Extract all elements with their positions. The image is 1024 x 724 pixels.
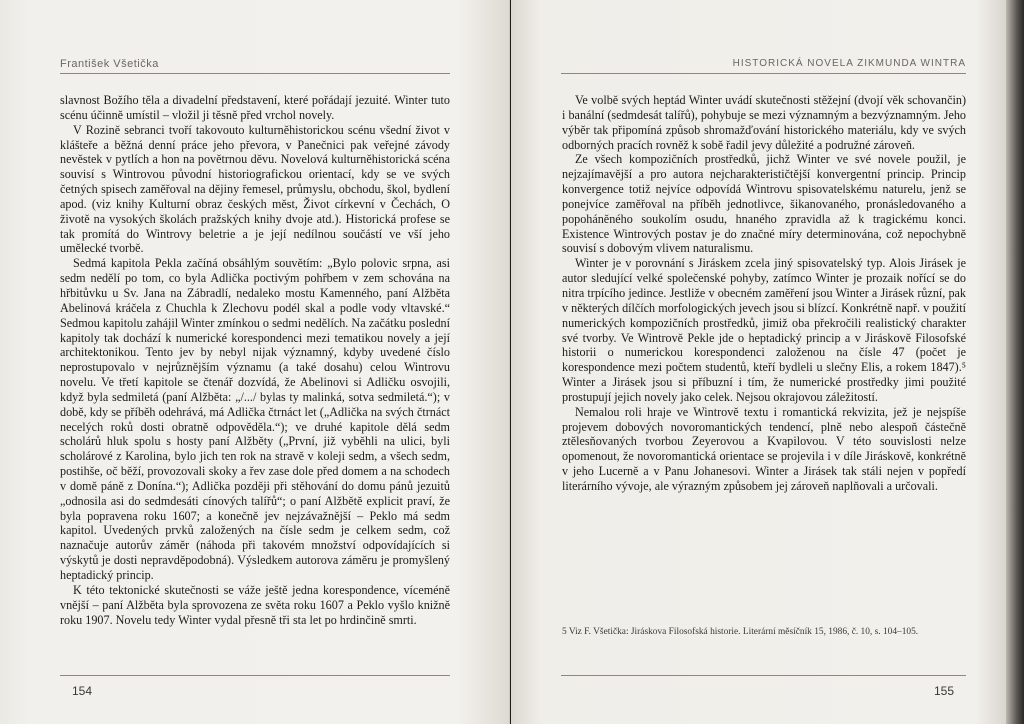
header-rule-right — [561, 73, 966, 74]
footer-rule-left — [60, 675, 450, 676]
paragraph: K této tektonické skutečnosti se váže ještě jedna korespondence, víceméně vnější – paní Alžběta byla sprovozena ze světa roku 1607 a Peklo vyšlo knižně roku 1907. Novelu tedy Winter vydal přesně tři sta let po hrdinčině smrti. — [60, 582, 450, 627]
page-number-right: 155 — [933, 684, 954, 698]
paragraph: slavnost Božího těla a divadelní představení, které pořádají jezuité. Winter tuto scénu účinně umístil – vložil ji těsně před vrchol novely. — [60, 93, 450, 122]
paragraph: V Rozině sebranci tvoří takovouto kulturněhistorickou scénu všední život v klášteře a běžná denní práce jeho převora, v Panečnici pak veřejné závody nevěstek v pytlích a hon na povětrnou děvu. Novelová kulturněhistorická scéna souvisí s Wintrovou původní historiografickou orientací, kdy se ve svých četných spisech zaměřoval na dějiny řemesel, průmyslu, obchodu, škol, bydlení apod. (viz knihy Kulturní obraz českých měst, Život církevní v Čechách, O životě na vysokých školách pražských knihy dvoje atd.). Historická profese se tak promítá do Wintrovy beletrie a je její nedílnou součástí ve vší jeho umělecké tvorbě. — [60, 122, 450, 256]
paragraph: Ve volbě svých heptád Winter uvádí skutečnosti stěžejní (dvojí věk schovančin) i banální (sedmdesát talířů), pohybuje se mezi významným a bezvýznamným. Jeho výběr tak připomíná způsob shromažďování historického materiálu, kdy ve svých odborných pracích rovněž k sobě řadil jevy důležité a podružné zároveň. — [562, 93, 966, 152]
left-page-text — [60, 93, 450, 627]
page-number-left: 154 — [72, 684, 93, 698]
paragraph: Ze všech kompozičních prostředků, jichž Winter ve své novele použil, je nejzajímavější a pro autora nejcharakterističtější konvergentní princip. Princip konvergence totiž nejvíce odpovídá Wintrovu spisovatelskému naturelu, jenž se ponejvíce zaměřoval na příběh jednotlivce, šikanovaného, pronásledovaného a popoháněného soukolím osudu, hnaného zpravidla až k tragickému konci. Existence Wintrových postav je do značné míry determinována, což nepochybně souvisí s dobovým vlivem naturalismu. — [562, 152, 966, 256]
header-rule-left — [60, 73, 450, 74]
paragraph: Nemalou roli hraje ve Wintrově textu i romantická rekvizita, jež je nejspíše projevem dobových novoromantických tendencí, plně nebo alespoň částečně ztělesňovaných tvorbou Zeyerovou a Kvapilovou. V této souvislosti nelze opomenout, že novoromantická orientace se projevila i v díle Jiráskově, konkrétně v jeho Lucerně a v Panu Johanesovi. Winter a Jirásek tak stáli nejen v popředí literárního vývoje, ale výrazným způsobem jej zároveň naplňovali a určovali. — [562, 404, 966, 493]
running-head-right: HISTORICKÁ NOVELA ZIKMUNDA WINTRA — [732, 58, 966, 69]
left-page — [0, 0, 510, 724]
book-edge — [1006, 0, 1024, 724]
right-page-text — [562, 93, 966, 494]
footer-rule-right — [561, 675, 966, 676]
right-page — [511, 0, 1006, 724]
footnote: 5 Viz F. Všetička: Jiráskova Filosofská historie. Literární měsíčník 15, 1986, č. 10, s. 104–105. — [562, 627, 919, 637]
paragraph: Winter je v porovnání s Jiráskem zcela jiný spisovatelský typ. Alois Jirásek je autor sledující velké společenské pohyby, zatímco Winter je prozaik nořící se do nitra trpícího jedince. Jestliže v obecném zaměření jsou Winter a Jirásek různí, pak v některých dílčích morfologických jevech jsou si blízcí. Konkrétně např. v použití numerických kompozičních prostředků, jimiž oba překročili realistický charakter své tvorby. Ve Wintrově Pekle jde o heptadický princip a v Jiráskově Filosofské historii o numerickou korespondenci založenou na čísle 47 (počet je korespondence mezi počtem studentů, kteří bydleli u slečny Elis, a rokem 1847).⁵ Winter a Jirásek jsou si příbuzní i tím, že numerické prostředky jimi použité prostupují jejich novely jako celek. Nejsou okrajovou záležitostí. — [562, 256, 966, 404]
paragraph: Sedmá kapitola Pekla začíná obsáhlým souvětím: „Bylo polovic srpna, asi sedm nedělí po tom, co byla Adlička poctivým pohřbem v zem schována na hřbitůvku u Sv. Jana na Zábradlí, nedaleko mostu Kamenného, paní Alžběta Abelinová kráčela z Chuchla k Zlechovu podél skal a podle vody vltavské.“ Sedmou kapitolu zahájil Winter zmínkou o sedmi nedělích. Na začátku poslední kapitoly tak dochází k numerické korespondenci mezi tematikou novely a její architektonikou. Tento jev by nebyl nijak významný, kdyby uvedené číslo neprostupovalo v nejrůznějším významu (a také dosahu) celou Wintrovu novelu. Ve třetí kapitole se čtenář dozvídá, že Abelinovi si Adličku osvojili, když byla sedmiletá (paní Alžběta: „/.../ bylas ty malinká, sotva sedmiletá.“); v době, kdy se příběh odehrává, má Adlička čtrnáct let („Adlička na svých čtrnáct necelých roků dosti obratně odpověděla.“); ve druhé kapitole dělá sedm scholárů hluk spolu s hosty paní Alžběty („První, již vyběhli na ulici, byli scholárové z Karolina, bylo jich ten rok na stravě v koleji sedm, a všech sedm, postihše, oč běží, provozovali skoky a řev zase dole před domem a na schodech v domě páně z Donína.“); Adlička později při stěhování do domu pánů jezuitů „odnosila asi do sedmdesáti cínových talířů“; o paní Alžbětě explicit praví, že byla popravena roku 1607; a konečně jev nejzávažnější – Peklo má sedm kapitol. Uvedených prvků založených na čísle sedm je celkem sedm, což naznačuje autorův záměr (náhoda při takovém množství odpovídajících si výskytů je dosti nepravděpodobná). Výsledkem autorova záměru je promyšlený heptadický princip. — [60, 256, 450, 582]
running-head-left: František Všetička — [60, 58, 159, 70]
